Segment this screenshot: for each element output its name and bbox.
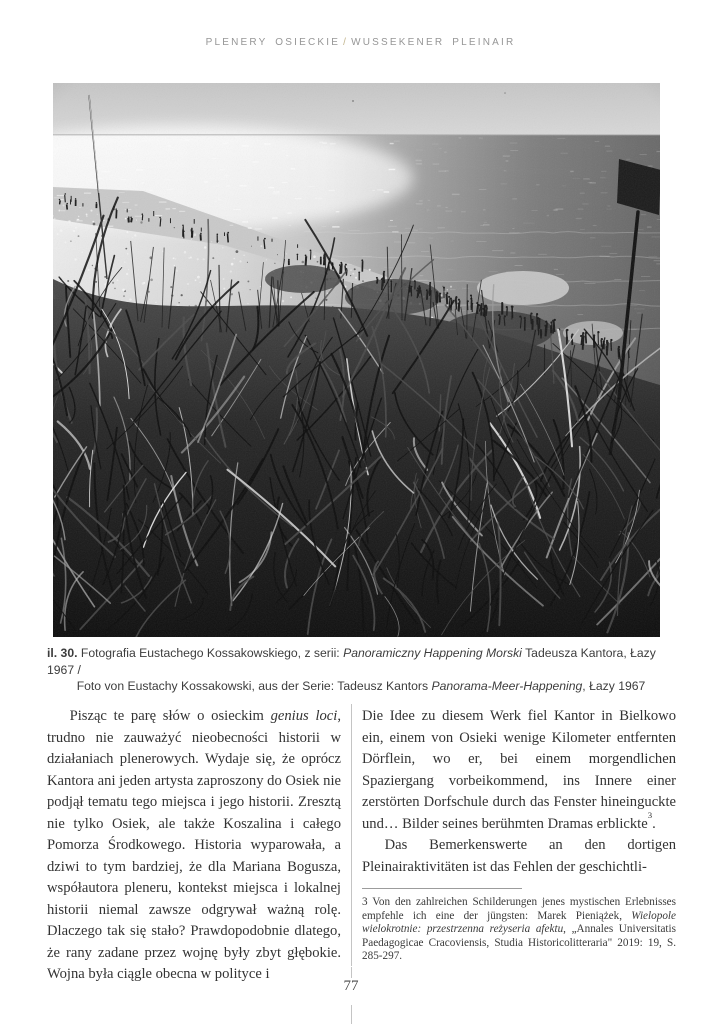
text-segment: Foto von Eustachy Kossakowski, aus der Serie: Tadeusz Kantors	[76, 679, 432, 693]
right-column-german-text	[362, 706, 676, 878]
text-segment: 3	[647, 809, 653, 820]
page-number: 77	[343, 978, 359, 994]
beach-happening-photo-art	[53, 83, 660, 637]
text-segment: Wielopole wielokrotnie: przestrzenna reżyseria afektu	[362, 909, 676, 935]
text-segment: genius loci	[270, 708, 338, 724]
polish-paragraph	[47, 706, 341, 986]
text-segment: Panorama-Meer-Happening	[431, 679, 583, 693]
text-segment: .	[652, 815, 656, 832]
beach-happening-photo	[53, 83, 660, 637]
figure-caption-line-2	[47, 678, 675, 695]
text-segment: 3 Von den zahlreichen Schilderungen jenes mystischen Erlebnisses empfehle ich eine der jüngsten: Marek Pieniążek,	[362, 896, 676, 922]
footer-tick-top	[351, 967, 352, 978]
text-segment: Pisząc te parę słów o osieckim	[69, 708, 271, 724]
running-header-right: WUSSEKENER PLEINAIR	[351, 37, 516, 48]
text-segment: Die Idee zu diesem Werk fiel Kantor in Bielkowo ein, einem von Osieki wenige Kilometer entfernten Dörflein, wo er, bei einem morgendlichen Spaziergang vorbeikommend, ins Innere einer zerstörten Dorfschule durch das Fenster hineinguckte und… Bilder seines berühmten Dramas erblickte	[362, 708, 676, 832]
text-segment: Tadeusza Kantora, Łazy 1967 /	[47, 646, 656, 677]
photo-vignette	[53, 83, 660, 637]
german-paragraph-2	[362, 835, 676, 878]
figure-caption	[47, 645, 675, 695]
running-header-left: PLENERY OSIECKIE	[205, 37, 341, 48]
figure-caption-line-1	[47, 645, 675, 678]
running-header-separator: /	[343, 37, 349, 48]
text-segment: , trudno nie zauważyć nieobecności historii w działaniach plenerowych. Wydaje się, że oprócz Kantora ani jeden artysta zaproszony do Osiek nie podjął tematu tego miejsca i jego historii. Zresztą nie tylko Osiek, ale także Koszalina i całego Pomorza Środkowego. Historia wyparowała, a dziwi to tym bardziej, że dla Mariana Bogusza, współautora pleneru, kontekst miejsca i lokalnej historii niemal zawsze odgrywał ważną rolę. Dlaczego tak się stało? Prawdopodobnie dlatego, że rany zadane przez wojnę były zbyt głębokie. Wojna była ciągle obecna w polityce i	[47, 708, 342, 982]
left-column-polish-text	[47, 706, 341, 986]
text-segment: il. 30.	[47, 646, 78, 660]
german-paragraph-1	[362, 706, 676, 835]
footnote-rule	[362, 888, 522, 889]
text-segment: , „Annales Universitatis Paedagogicae Cracoviensis, Studia Historicolitteraria" 2019: 19, S. 285-297.	[362, 923, 676, 962]
text-segment: Das Bemerkenswerte an den dortigen Pleinairaktivitäten ist das Fehlen der geschichtli-	[362, 837, 676, 875]
column-divider	[351, 704, 352, 966]
footer-tick-bottom	[351, 1005, 352, 1024]
text-segment: Panoramiczny Happening Morski	[343, 646, 522, 660]
running-header	[0, 37, 721, 48]
text-segment: Fotografia Eustachego Kossakowskiego, z serii:	[77, 646, 344, 660]
footnote	[362, 896, 676, 964]
footnote-text	[362, 896, 676, 964]
text-segment: , Łazy 1967	[582, 679, 646, 693]
